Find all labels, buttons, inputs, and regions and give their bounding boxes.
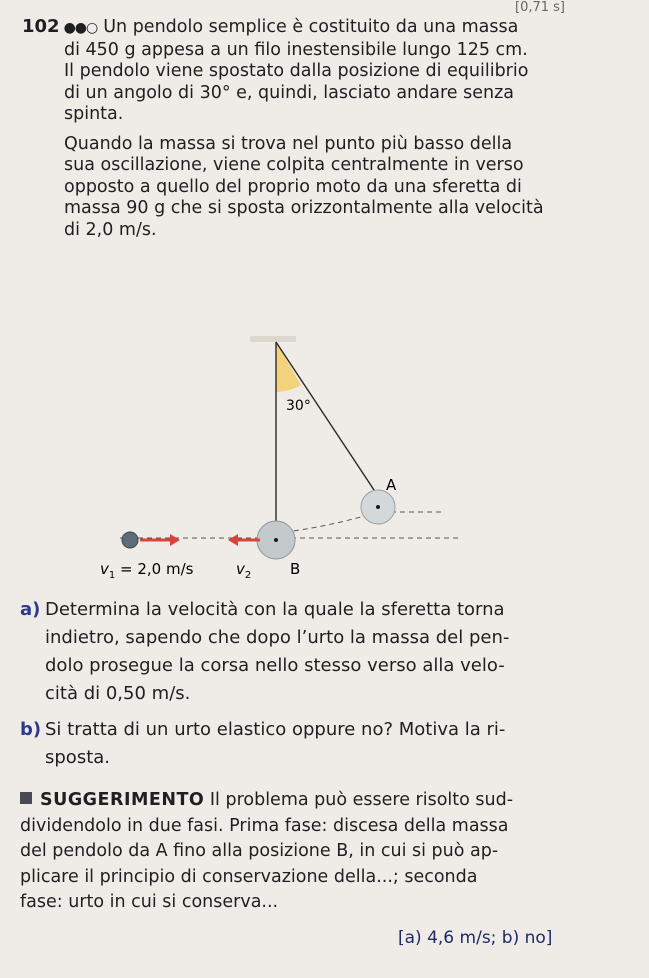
v1-label: $v_1 = 2,0$ m/s — [100, 560, 194, 581]
center-dot-a — [376, 505, 380, 509]
v1-arrowhead — [170, 534, 180, 546]
hint-line-1: Il problema può essere risolto sud- — [204, 790, 514, 810]
problem-line-6: Quando la massa si trova nel punto più basso della — [64, 133, 513, 154]
hint-line-5: fase: urto in cui si conserva... — [20, 892, 279, 912]
hint-heading: SUGGERIMENTO — [40, 790, 205, 810]
question-b-line-1: Si tratta di un urto elastico oppure no? Motiva la ri- — [45, 719, 506, 740]
problem-line-5: spinta. — [64, 104, 124, 124]
ceiling-support — [250, 336, 296, 342]
question-a-line-4: cità di 0,50 m/s. — [45, 683, 191, 704]
problem-statement — [22, 16, 632, 241]
question-b — [20, 716, 630, 772]
hint-box — [20, 788, 625, 916]
pendulum-figure — [100, 330, 480, 590]
question-a-line-1: Determina la velocità con la quale la sferetta torna — [45, 599, 505, 620]
question-b-line-2: sposta. — [45, 747, 111, 768]
problem-number: 102 — [22, 16, 60, 37]
difficulty-dots: ●●○ — [63, 20, 98, 36]
angle-label: 30° — [286, 398, 311, 414]
problem-line-10: di 2,0 m/s. — [64, 219, 157, 240]
problem-line-4: di un angolo di 30° e, quindi, lasciato andare senza — [64, 82, 515, 103]
point-a-label: A — [386, 476, 397, 494]
questions — [20, 596, 630, 772]
point-b-label: B — [290, 560, 301, 578]
question-a — [20, 596, 630, 708]
question-a-line-2: indietro, sapendo che dopo l’urto la massa del pen- — [45, 627, 510, 648]
problem-line-7: sua oscillazione, viene colpita centralmente in verso — [64, 155, 524, 175]
v2-label: $v_2$ — [236, 560, 252, 581]
problem-line-3: Il pendolo viene spostato dalla posizione di equilibrio — [64, 61, 529, 81]
hint-line-2: dividendolo in due fasi. Prima fase: discesa della massa — [20, 815, 509, 836]
problem-line-2: di 450 g appesa a un filo inestensibile lungo 125 cm. — [64, 39, 528, 60]
corner-label: [0,71 s] — [515, 0, 565, 15]
answer-key: [a) 4,6 m/s; b) no] — [398, 928, 553, 948]
angle-wedge — [276, 342, 301, 392]
hint-line-3: del pendolo da A fino alla posizione B, in cui si può ap- — [20, 841, 499, 861]
question-b-label: b) — [20, 719, 42, 740]
problem-line-9: massa 90 g che si sposta orizzontalmente alla velocità — [64, 198, 544, 218]
center-dot-b — [274, 538, 278, 542]
question-a-line-3: dolo prosegue la corsa nello stesso verso alla velo- — [45, 655, 505, 676]
displaced-string — [276, 342, 378, 496]
problem-line-1: Un pendolo semplice è costituito da una massa — [103, 17, 519, 37]
question-a-label: a) — [20, 599, 41, 620]
v2-arrowhead — [228, 534, 238, 546]
small-ball — [122, 532, 138, 548]
hint-line-4: plicare il principio di conservazione della...; seconda — [20, 866, 478, 887]
hint-square-icon — [20, 792, 32, 804]
problem-line-8: opposto a quello del proprio moto da una sferetta di — [64, 176, 522, 197]
